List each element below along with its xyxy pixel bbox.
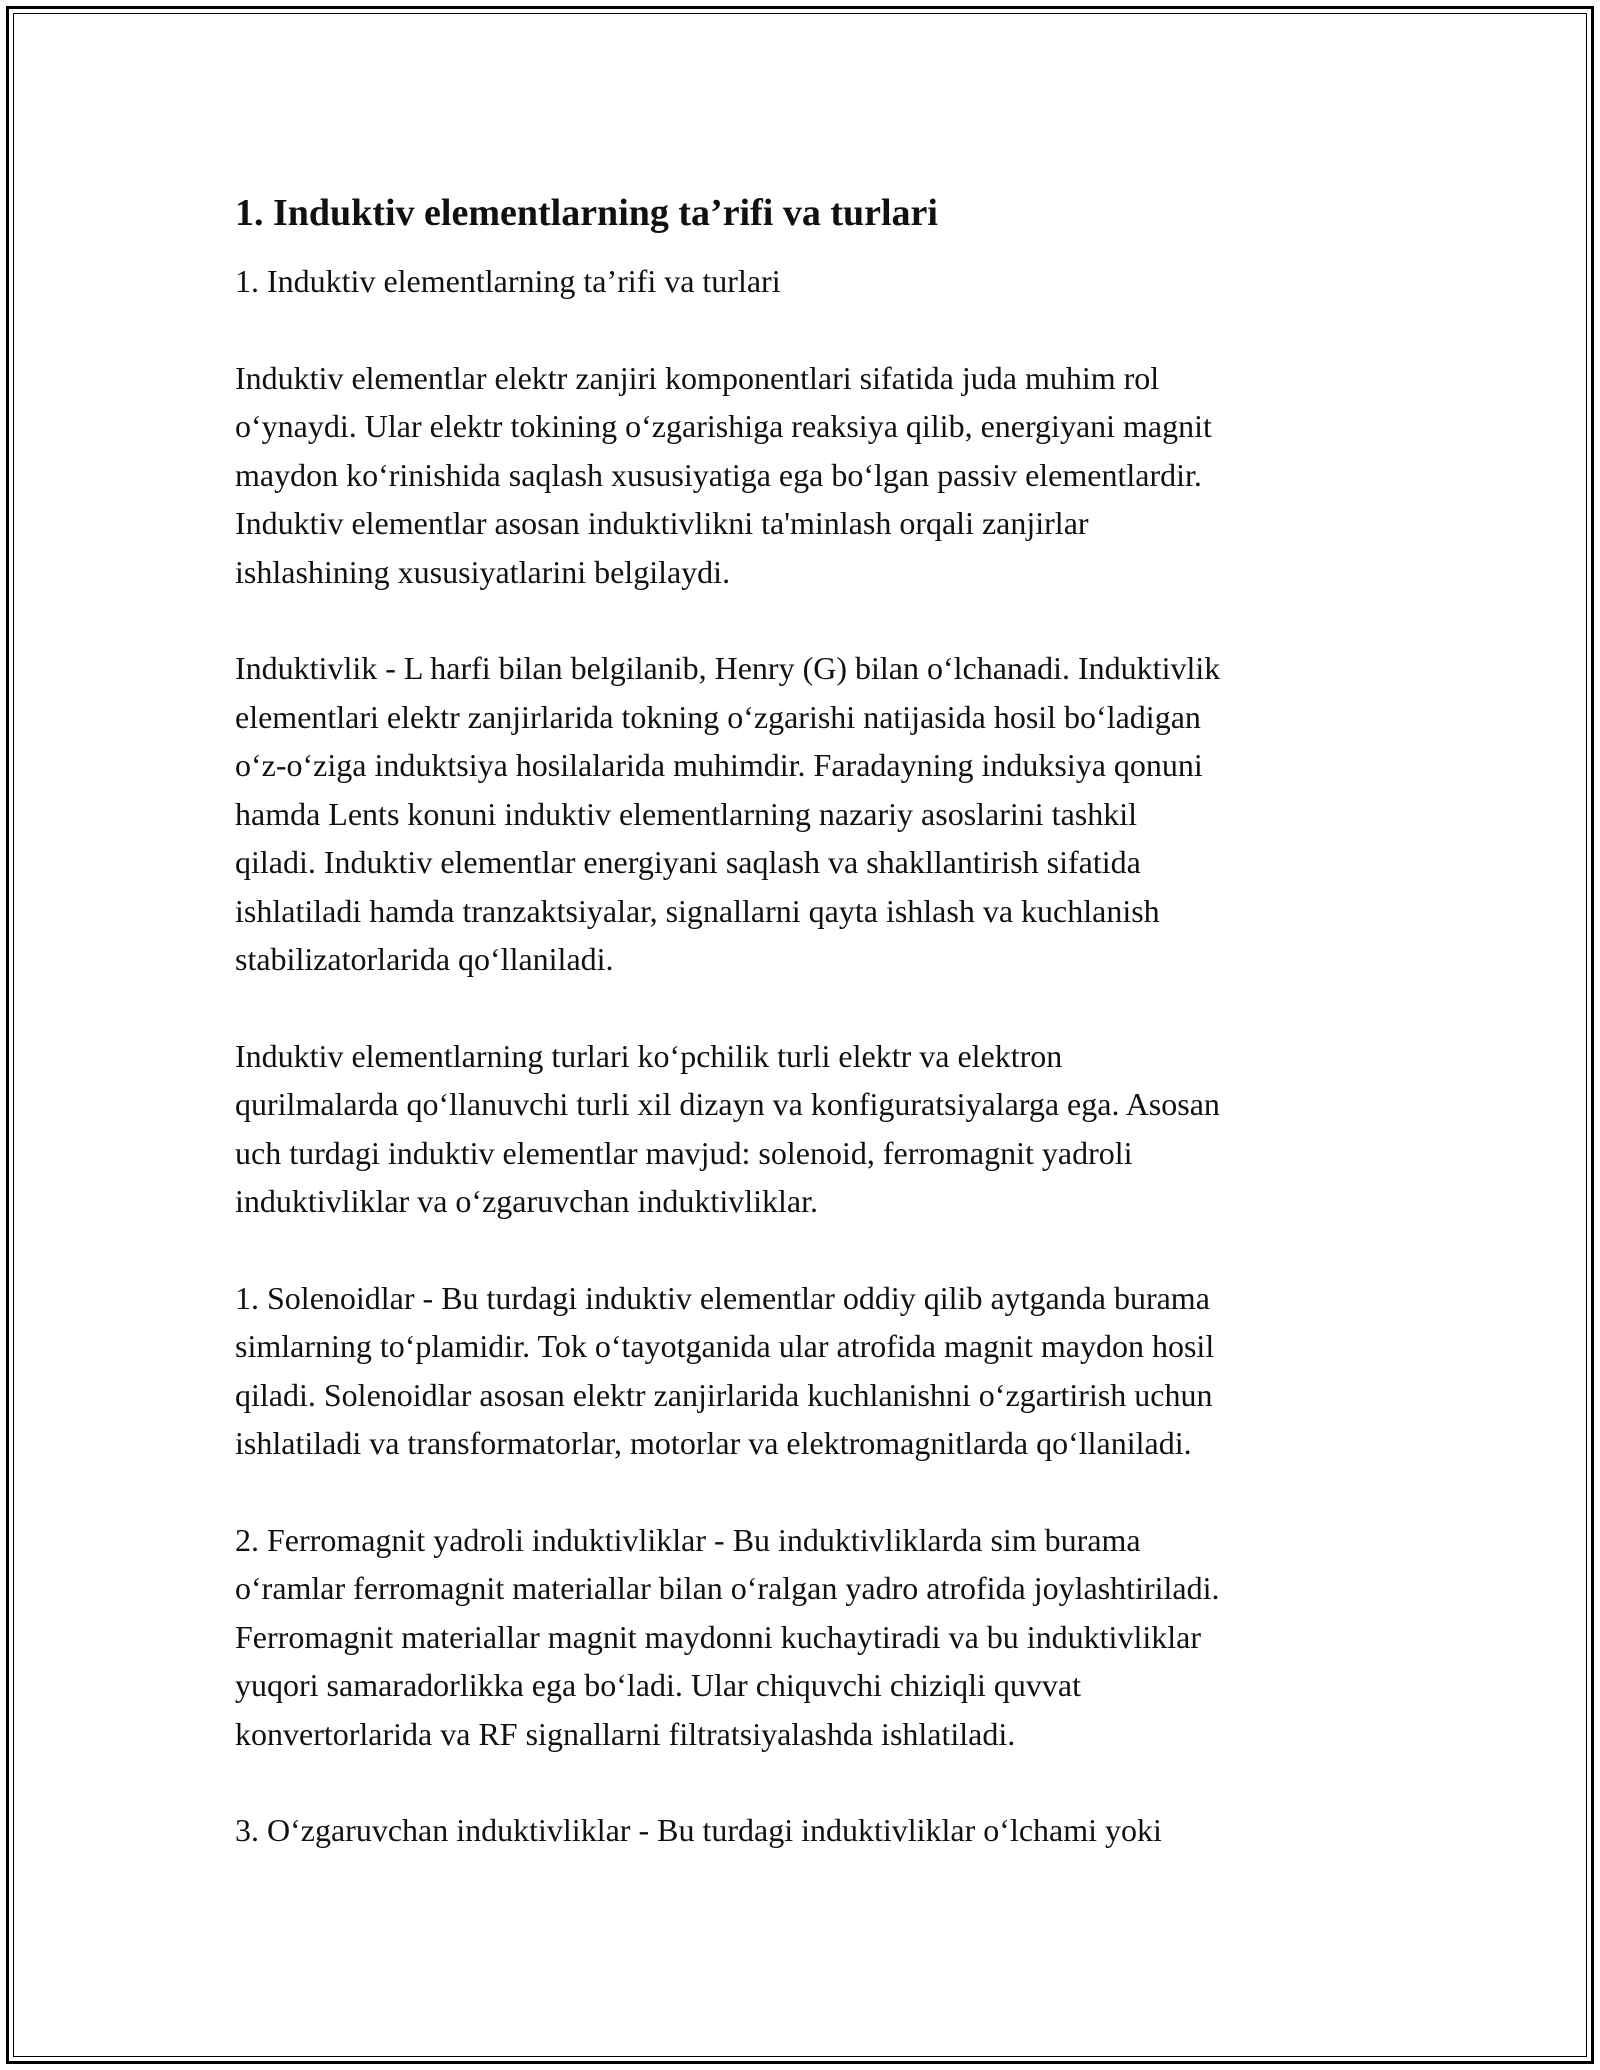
text-line: o‘ramlar ferromagnit materiallar bilan o‘ralgan yadro atrofida joylashtiriladi.	[235, 1570, 1220, 1606]
page-title: 1. Induktiv elementlarning ta’rifi va turlari	[235, 192, 938, 234]
text-line: 2. Ferromagnit yadroli induktivliklar - Bu induktivliklarda sim burama	[235, 1521, 1141, 1558]
text-line: qiladi. Solenoidlar asosan elektr zanjirlarida kuchlanishni o‘zgartirish uchun	[235, 1376, 1213, 1413]
text-line: qurilmalarda qo‘llanuvchi turli xil dizayn va konfiguratsiyalarga ega. Asosan	[235, 1086, 1220, 1122]
text-line: qiladi. Induktiv elementlar energiyani saqlash va shakllantirish sifatida	[235, 844, 1141, 880]
text-line: yuqori samaradorlikka ega bo‘ladi. Ular chiquvchi chiziqli quvvat	[235, 1667, 1081, 1703]
text-line: uch turdagi induktiv elementlar mavjud: solenoid, ferromagnit yadroli	[235, 1134, 1133, 1171]
text-line: Induktiv elementlar elektr zanjiri komponentlari sifatida juda muhim rol	[235, 359, 1160, 396]
text-line: o‘z-o‘ziga induktsiya hosilalarida muhimdir. Faradayning induksiya qonuni	[235, 747, 1203, 783]
text-line: simlarning to‘plamidir. Tok o‘tayotganida ular atrofida magnit maydon hosil	[235, 1328, 1215, 1364]
paragraph-solenoids	[235, 1274, 1375, 1468]
text-line: ishlatiladi hamda tranzaktsiyalar, signallarni qayta ishlash va kuchlanish	[235, 892, 1160, 929]
paragraph-ferromagnetic	[235, 1516, 1375, 1759]
text-line: Induktiv elementlar asosan induktivlikni ta'minlash orqali zanjirlar	[235, 505, 1089, 541]
paragraph-variable	[235, 1806, 1375, 1855]
text-line: Induktivlik - L harfi bilan belgilanib, Henry (G) bilan o‘lchanadi. Induktivlik	[235, 650, 1221, 686]
text-line: 1. Induktiv elementlarning ta’rifi va turlari	[235, 263, 781, 299]
document-content	[235, 185, 1375, 1903]
paragraph-definition	[235, 354, 1375, 597]
text-line: stabilizatorlarida qo‘llaniladi.	[235, 941, 614, 977]
text-line: Induktiv elementlarning turlari ko‘pchilik turli elektr va elektron	[235, 1037, 1063, 1074]
text-line: elementlari elektr zanjirlarida tokning o‘zgarishi natijasida hosil bo‘ladigan	[235, 698, 1201, 735]
text-line: ishlashining xususiyatlarini belgilaydi.	[235, 553, 731, 590]
text-line: hamda Lents konuni induktiv elementlarning nazariy asoslarini tashkil	[235, 795, 1137, 832]
paragraph-inductance	[235, 644, 1375, 984]
text-line: konvertorlarida va RF signallarni filtratsiyalashda ishlatiladi.	[235, 1715, 1016, 1752]
paragraph-types-intro	[235, 1032, 1375, 1226]
text-line: induktivliklar va o‘zgaruvchan induktivliklar.	[235, 1183, 818, 1219]
paragraph-subtitle	[235, 257, 1375, 306]
text-line: maydon ko‘rinishida saqlash xususiyatiga ega bo‘lgan passiv elementlardir.	[235, 456, 1202, 493]
text-line: 1. Solenoidlar - Bu turdagi induktiv elementlar oddiy qilib aytganda burama	[235, 1279, 1210, 1316]
text-line: ishlatiladi va transformatorlar, motorlar va elektromagnitlarda qo‘llaniladi.	[235, 1425, 1192, 1461]
text-line: 3. O‘zgaruvchan induktivliklar - Bu turdagi induktivliklar o‘lchami yoki	[235, 1812, 1162, 1848]
text-line: o‘ynaydi. Ular elektr tokining o‘zgarishiga reaksiya qilib, energiyani magnit	[235, 408, 1212, 444]
text-line: Ferromagnit materiallar magnit maydonni kuchaytiradi va bu induktivliklar	[235, 1618, 1201, 1655]
